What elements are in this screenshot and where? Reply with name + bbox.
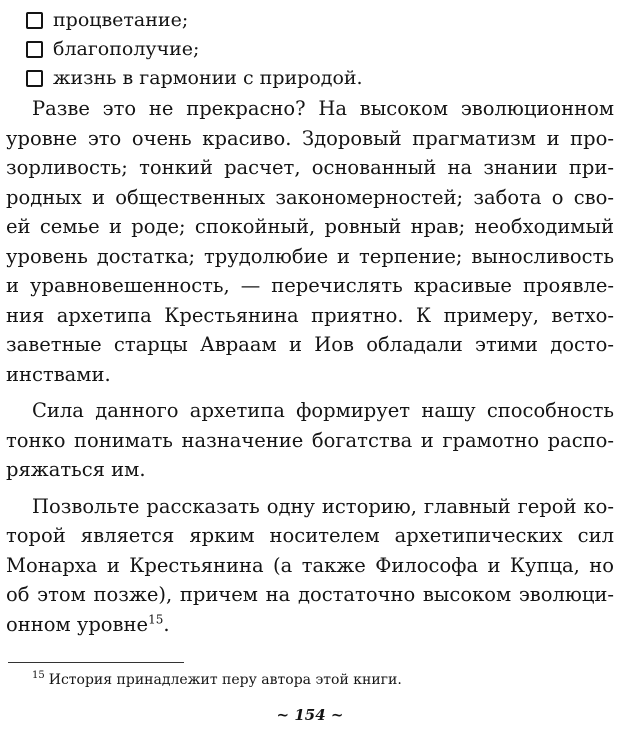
footnote-reference: 15 xyxy=(148,612,164,626)
footnote-divider xyxy=(8,662,184,663)
text-line: зорливость; тонкий расчет, основанный на знании при- xyxy=(6,156,614,179)
bullet-item xyxy=(26,64,606,93)
text-line: уровне это очень красиво. Здоровый прагматизм и про- xyxy=(6,126,614,150)
text-line: и уравновешенность, — перечислять красивые проявле- xyxy=(6,274,614,297)
paragraph xyxy=(6,396,614,485)
paragraph xyxy=(6,94,614,389)
bullet-item xyxy=(26,6,606,35)
text-line: ряжаться им. xyxy=(6,458,146,481)
sentence-end: . xyxy=(163,612,170,636)
bullet-text: благополучие; xyxy=(53,38,200,60)
checkbox-bullet-icon xyxy=(26,70,43,87)
checkbox-bullet-icon xyxy=(26,12,43,29)
text-line-content: онном уровне xyxy=(6,612,149,636)
footnote-number: 15 xyxy=(32,670,45,682)
text-line: инствами. xyxy=(6,362,111,386)
text-line: родных и общественных закономерностей; забота о сво- xyxy=(6,185,614,209)
bullet-text: процветание; xyxy=(53,9,189,31)
footnote xyxy=(32,670,592,690)
text-line: ей семье и роде; спокойный, ровный нрав; необходимый xyxy=(6,215,614,238)
text-line: Сила данного архетипа формирует нашу способность xyxy=(32,399,614,422)
bullet-list xyxy=(26,6,606,93)
text-line: Позвольте рассказать одну историю, главный герой ко- xyxy=(32,494,614,518)
text-line: тонко понимать назначение богатства и грамотно распо- xyxy=(6,428,614,452)
footnote-text: История принадлежит перу автора этой книги. xyxy=(48,672,402,688)
text-line: Разве это не прекрасно? На высоком эволюционном xyxy=(32,97,614,120)
checkbox-bullet-icon xyxy=(26,41,43,58)
paragraph xyxy=(6,492,614,640)
text-line: торой является ярким носителем архетипических сил xyxy=(6,524,614,547)
page-number: ~ 154 ~ xyxy=(276,706,344,724)
bullet-item xyxy=(26,35,606,64)
body-text xyxy=(6,94,614,646)
text-line: Монарха и Крестьянина (а также Философа и Купца, но xyxy=(6,553,614,577)
text-line: заветные старцы Авраам и Иов обладали этими досто- xyxy=(6,333,614,356)
text-line: уровень достатка; трудолюбие и терпение; выносливость xyxy=(6,244,614,268)
text-line xyxy=(6,610,614,640)
text-line: об этом позже), причем на достаточно высоком эволюци- xyxy=(6,583,614,606)
bullet-text: жизнь в гармонии с природой. xyxy=(53,67,363,89)
text-line: ния архетипа Крестьянина приятно. К примеру, ветхо- xyxy=(6,303,614,327)
